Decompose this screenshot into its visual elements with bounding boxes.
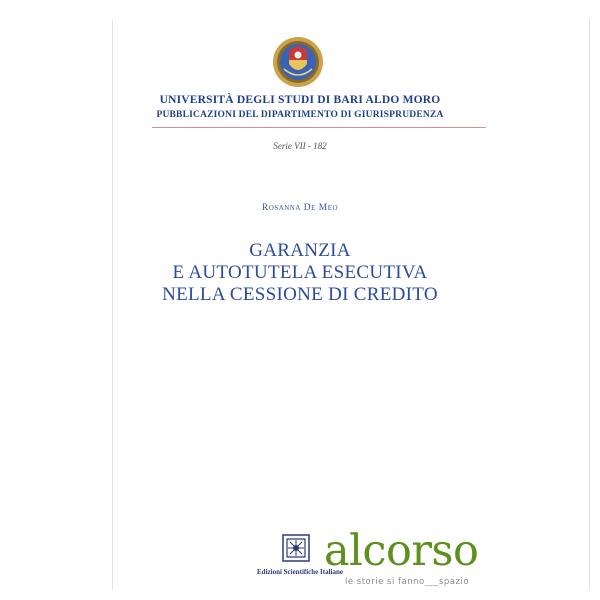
publisher-logo-icon	[282, 534, 310, 564]
publisher-name: Edizioni Scientifiche Italiane	[257, 568, 343, 576]
title-line: NELLA CESSIONE DI CREDITO	[162, 284, 438, 305]
university-name: UNIVERSITÀ DEGLI STUDI DI BARI ALDO MORO	[159, 94, 441, 106]
watermark-brand: alcorso	[324, 526, 479, 576]
watermark-tagline: le storie si fanno___spazio	[345, 577, 470, 587]
title-line: GARANZIA	[249, 240, 351, 261]
department-name: PUBBLICAZIONI DEL DIPARTIMENTO DI GIURISPRUDENZA	[156, 110, 444, 120]
author-name: Rosanna De Meo	[261, 203, 339, 213]
series-number: Serie VII - 182	[273, 141, 327, 151]
header-divider	[152, 127, 486, 128]
title-line: E AUTOTUTELA ESECUTIVA	[172, 262, 428, 283]
book-title	[0, 240, 600, 306]
university-seal-icon	[272, 36, 324, 88]
